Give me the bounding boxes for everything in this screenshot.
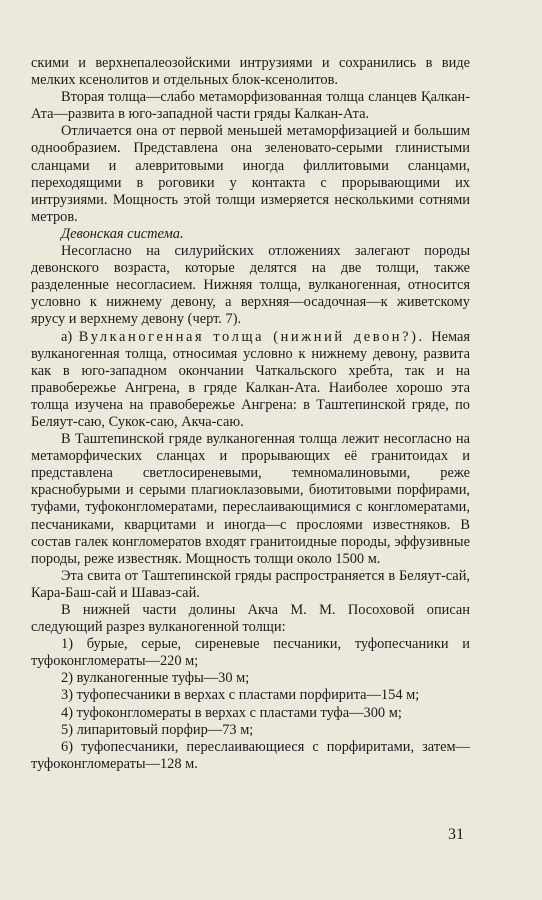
list-item: 3) туфопесчаники в верхах с пластами порфирита—154 м; [61,687,420,704]
list-item: 4) туфоконгломераты в верхах с пластами туфа—300 м; [61,704,402,721]
list-item: 1) бурые, серые, сиреневые песчаники, туфопесчаники и туфоконгломераты—220 м; [31,636,470,670]
subsection-label: а) [61,328,73,345]
paragraph: скими и верхнепалеозойскими интрузиями и сохранились в виде мелких ксенолитов и отдельных блок-ксенолитов. [31,55,470,89]
paragraph: В Таштепинской гряде вулканогенная толща лежит несогласно на метаморфических сланцах и прорывающих её гранитоидах и представлена светлосиреневыми, темномалиновыми, реже краснобурыми и серыми плагиоклазовыми, биотитовыми порфирами, туфами, туфоконгломератами, переслаивающимися с конгломератами, песчаниками, кварцитами и иногда—с прослоями известняков. В состав галек конгломератов входят гранитоидные породы, эффузивные породы, реже известняк. Мощность толщи около 1500 м. [31,431,470,567]
list-item: 6) туфопесчаники, переслаивающиеся с порфиритами, затем—туфоконгломераты—128 м. [31,738,470,772]
paragraph: Отличается она от первой меньшей метаморфизацией и большим однообразием. Представлена она зеленовато-серыми глинистыми сланцами и алевритовыми иногда филлитовыми сланцами, переходящими в роговики у контакта с прорывающими их интрузиями. Мощность этой толщи измеряется несколькими сотнями метров. [31,123,470,225]
subsection-title-spaced: Вулканогенная толща (нижний девон?). [78,328,425,345]
paragraph: В нижней части долины Акча М. М. Посоховой описан следующий разрез вулканогенной толщи: [31,602,470,636]
list-item: 2) вулканогенные туфы—30 м; [61,670,250,687]
subsection-text: Немая вулканогенная толща, относимая условно к нижнему девону, развита как в юго-западном окончании Чаткальского хребта, так и на правобережье Ангрена, в гряде Калкан-Ата. Наиболее хорошо эта толща изучена на правобережье Ангрена: в Таштепинской гряде, по Беляут-саю, Сукок-саю, Акча-саю. [31,328,470,430]
paragraph: Несогласно на силурийских отложениях залегают породы девонского возраста, которые делятся на две толщи, также разделенные несогласием. Нижняя толща, вулканогенная, относится условно к нижнему девону, а верхняя—осадочная—к живетскому ярусу и верхнему девону (черт. 7). [31,243,470,328]
list-item: 5) липаритовый порфир—73 м; [61,721,254,738]
page-text-block [31,55,470,773]
paragraph: Вторая толща—слабо метаморфизованная толща сланцев Қалкан-Ата—развита в юго-западной части гряды Калкан-Ата. [31,89,470,123]
section-heading: Девонская система. [61,225,184,242]
paragraph-subsection-a [31,329,470,432]
page-number: 31 [448,826,464,843]
paragraph: Эта свита от Таштепинской гряды распространяется в Беляут-сай, Кара-Баш-сай и Шаваз-сай. [31,567,470,601]
